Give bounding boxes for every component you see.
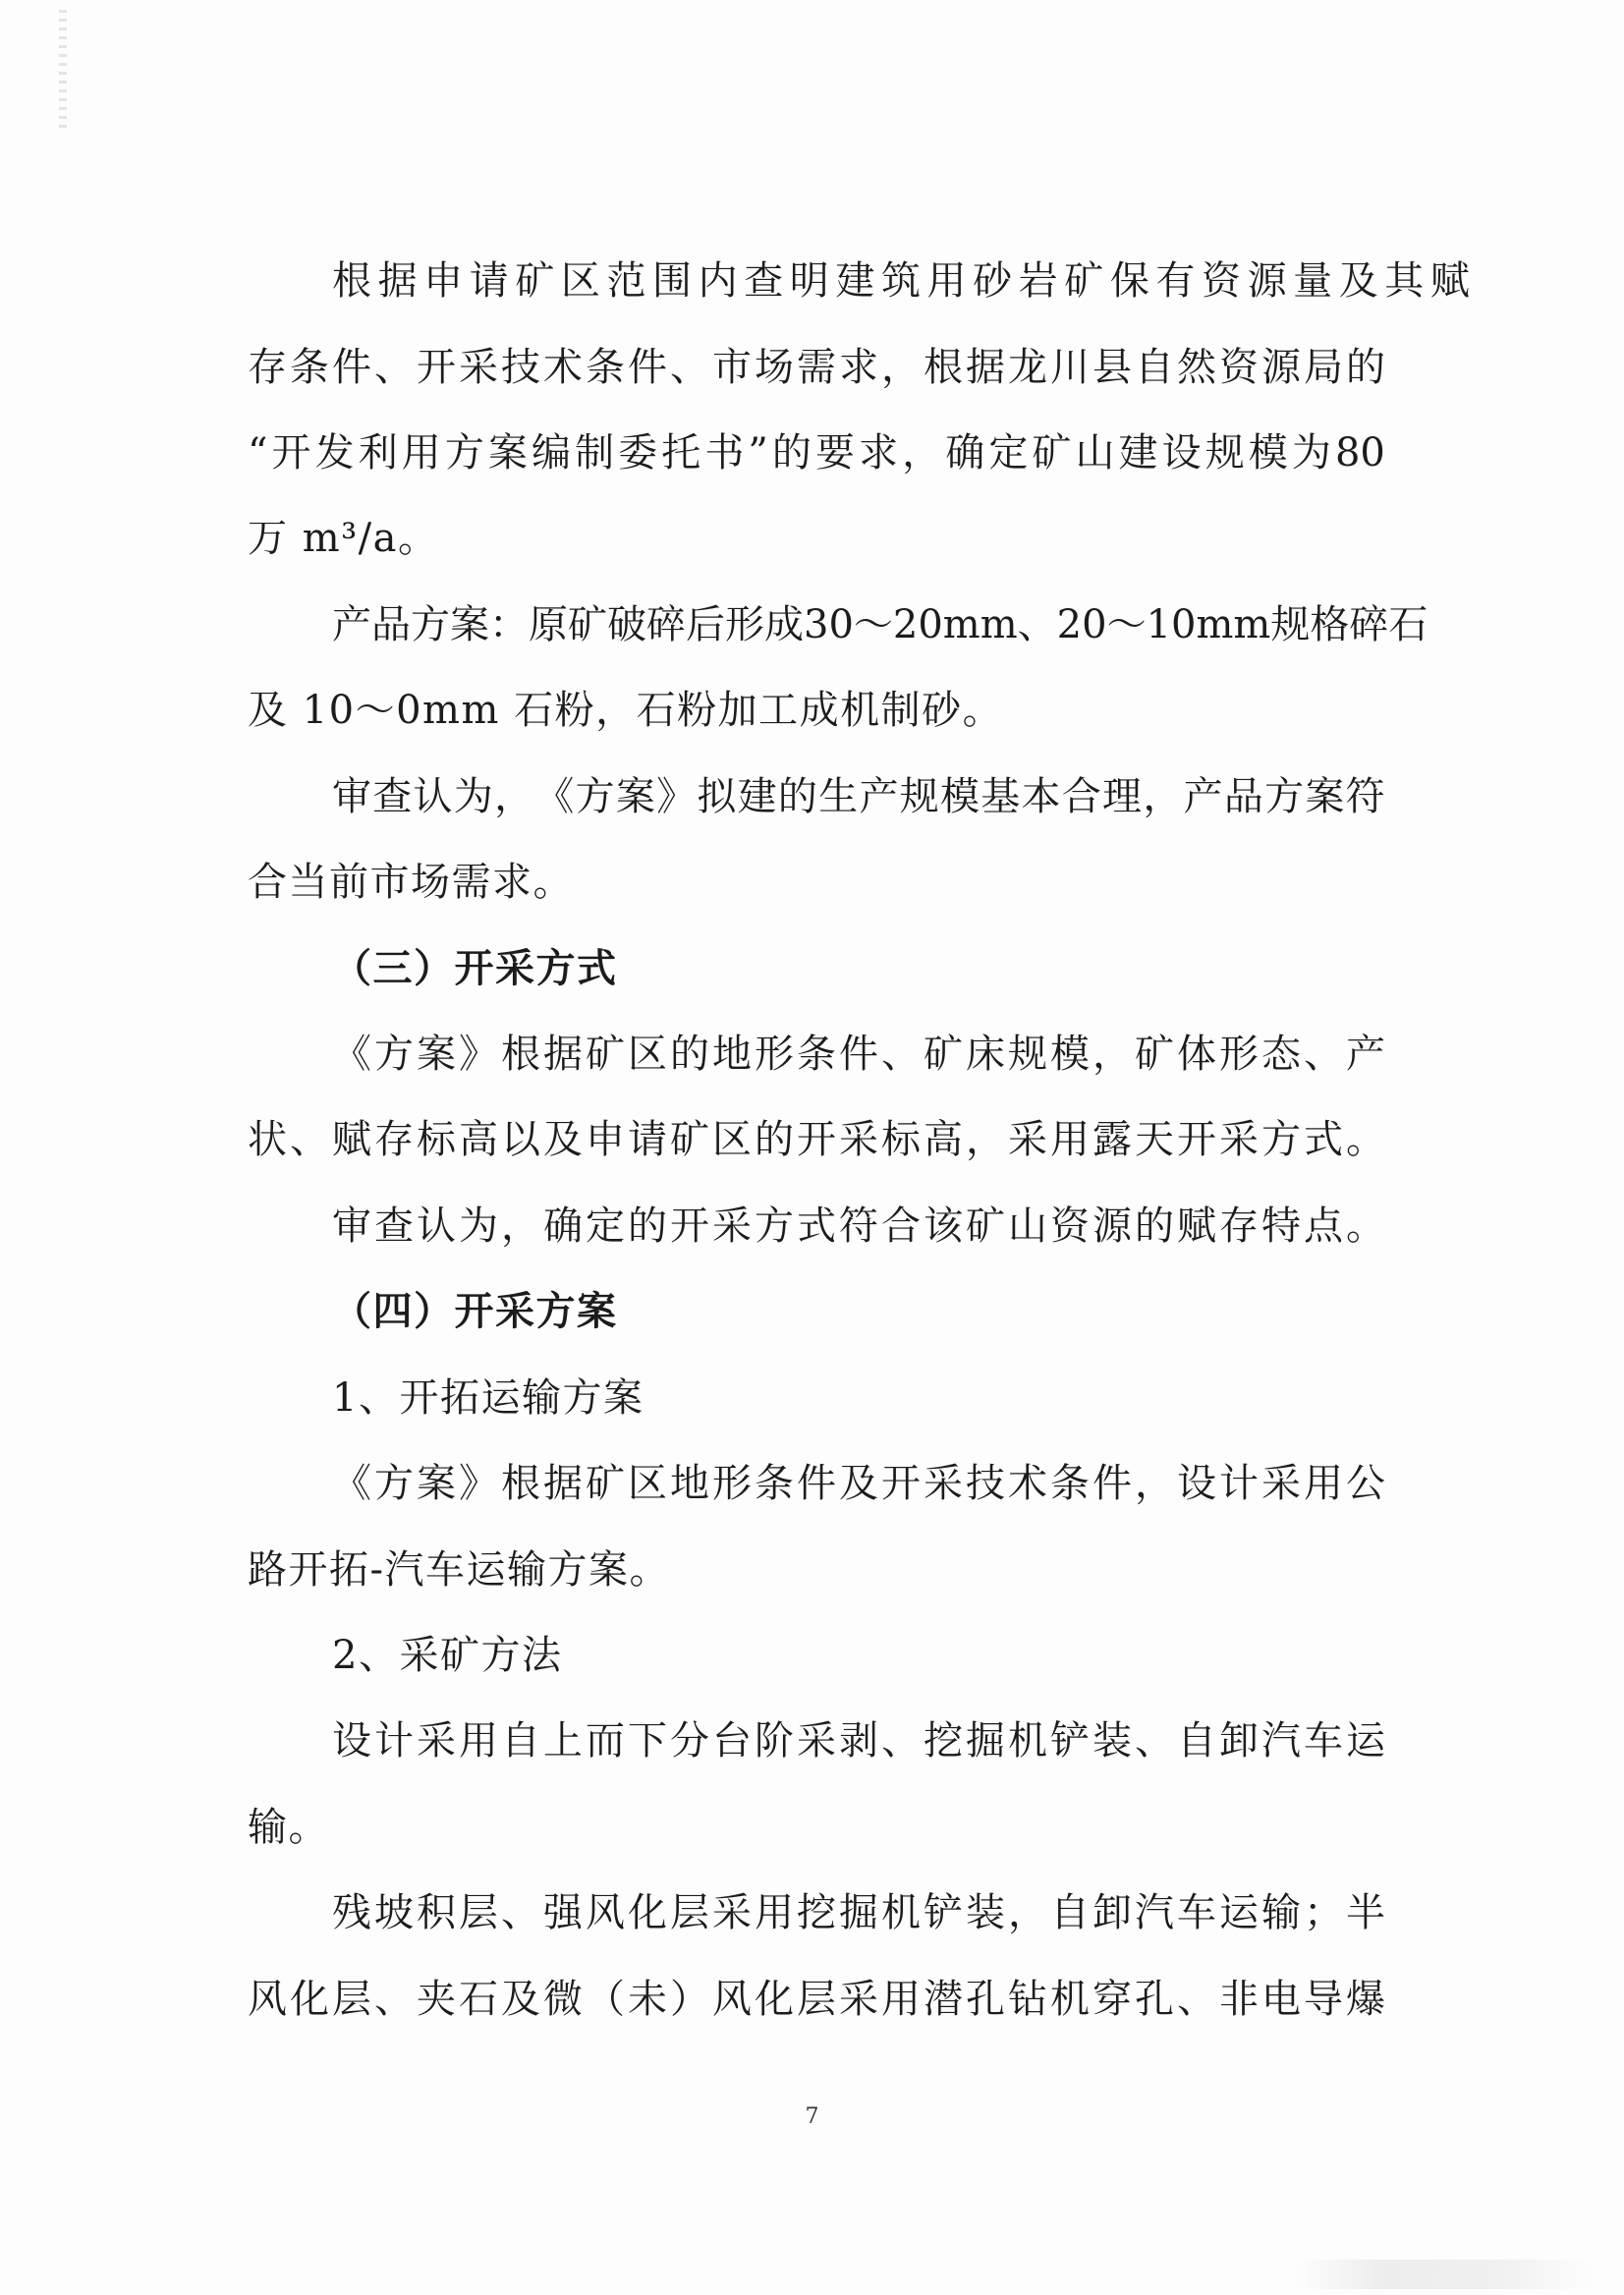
paragraph-3-line-2: 合当前市场需求。 (248, 860, 574, 905)
page-number: 7 (805, 2104, 819, 2129)
paragraph-6-line-1: 《 方 案 》 根 据 矿 区 地 形 条 件 及 开 采 技 术 条 件 ， 设 计 采 用 公 (332, 1461, 1385, 1506)
paragraph-1-line-3: “ 开 发 利 用 方 案 编 制 委 托 书 ” 的 要 求 ， 确 定 矿 山 建 设 规 模 为 80 (248, 430, 1385, 476)
paragraph-4-line-1: 《 方 案 》 根 据 矿 区 的 地 形 条 件 、 矿 床 规 模 ， 矿 体 形 态 、 产 (332, 1032, 1385, 1077)
section-heading-4: （四）开采方案 (332, 1288, 618, 1334)
section-heading-3: （三）开采方式 (332, 945, 618, 991)
scan-artifact-left (59, 10, 67, 128)
paragraph-7-line-2: 输。 (248, 1805, 329, 1850)
paragraph-5-line-1: 审 查 认 为 ， 确 定 的 开 采 方 式 符 合 该 矿 山 资 源 的 赋 存 特 点 。 (332, 1203, 1385, 1249)
paragraph-8-line-2: 风 化 层 、 夹 石 及 微 （ 未 ） 风 化 层 采 用 潜 孔 钻 机 穿 孔 、 非 电 导 爆 (248, 1977, 1385, 2022)
paragraph-2-line-1: 产 品 方 案 ： 原 矿 破 碎 后 形 成 30 ～ 20mm 、 20 ～ 10mm 规 格 碎 石 (332, 602, 1428, 647)
paragraph-4-line-2: 状 、 赋 存 标 高 以 及 申 请 矿 区 的 开 采 标 高 ， 采 用 露 天 开 采 方 式 。 (248, 1117, 1385, 1162)
subheading-1: 1、开拓运输方案 (332, 1375, 644, 1421)
paragraph-7-line-1: 设 计 采 用 自 上 而 下 分 台 阶 采 剥 、 挖 掘 机 铲 装 、 自 卸 汽 车 运 (332, 1718, 1385, 1763)
scan-artifact-bottom (1297, 2260, 1592, 2289)
subheading-2: 2、采矿方法 (332, 1633, 563, 1678)
paragraph-1-line-1: 根 据 申 请 矿 区 范 围 内 查 明 建 筑 用 砂 岩 矿 保 有 资 源 量 及 其 赋 (332, 258, 1470, 304)
paragraph-1-line-4: 万 m³/a。 (248, 516, 439, 561)
paragraph-2-line-2: 及 10～0mm 石粉，石粉加工成机制砂。 (248, 688, 1004, 733)
paragraph-3-line-1: 审 查 认 为 ， 《 方 案 》 拟 建 的 生 产 规 模 基 本 合 理 ， 产 品 方 案 符 (332, 774, 1385, 819)
paragraph-6-line-2: 路开拓-汽车运输方案。 (248, 1547, 671, 1593)
paragraph-8-line-1: 残 坡 积 层 、 强 风 化 层 采 用 挖 掘 机 铲 装 ， 自 卸 汽 车 运 输 ； 半 (332, 1890, 1385, 1935)
paragraph-1-line-2: 存 条 件 、 开 采 技 术 条 件 、 市 场 需 求 ， 根 据 龙 川 县 自 然 资 源 局 的 (248, 345, 1385, 390)
